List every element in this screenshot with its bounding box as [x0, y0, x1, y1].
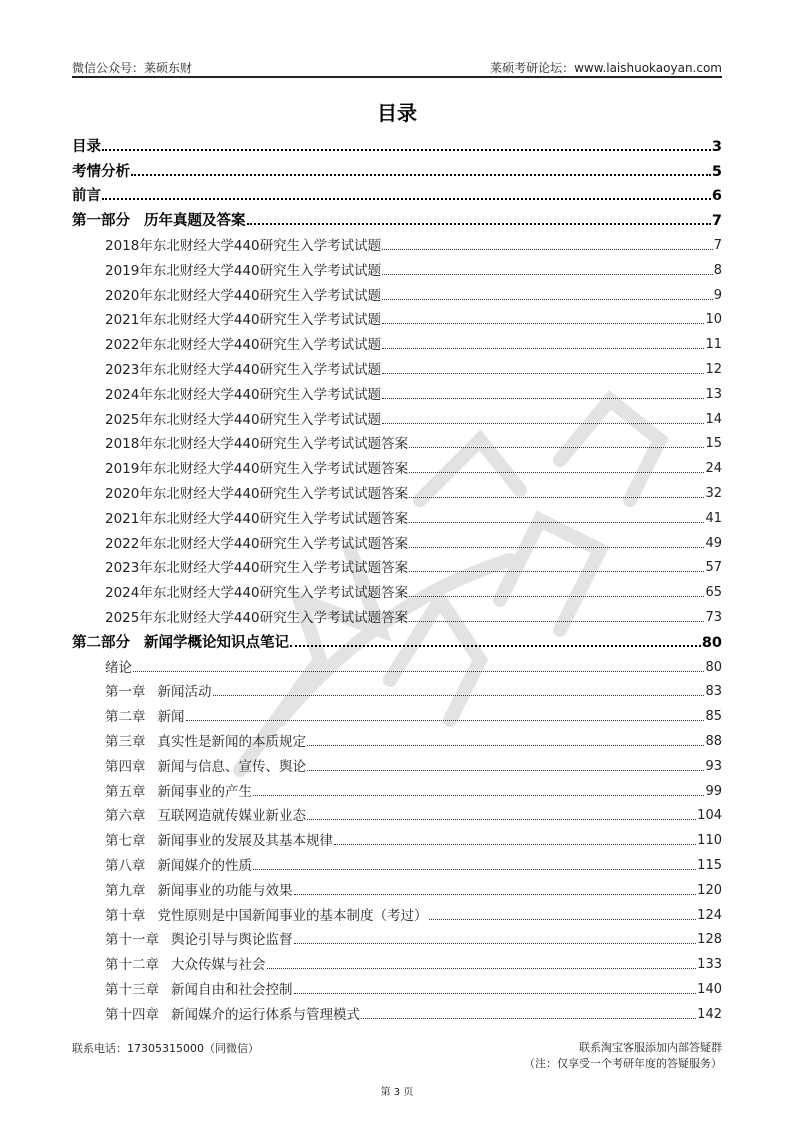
- toc-entry-label: 2023年东北财经大学440研究生入学考试试题: [105, 361, 382, 378]
- toc-entry-page: 83: [705, 684, 722, 700]
- toc-leader-dots: [429, 919, 697, 920]
- toc-entry[interactable]: [72, 899, 722, 924]
- toc-entry[interactable]: [72, 180, 722, 205]
- toc-entry-label: 2021年东北财经大学440研究生入学考试试题: [105, 312, 382, 329]
- toc-leader-dots: [409, 596, 704, 597]
- toc-entry-subtitle: 新闻: [157, 709, 185, 726]
- toc-entry-label: 2023年东北财经大学440研究生入学考试试题答案: [105, 560, 409, 577]
- toc-leader-dots: [133, 671, 704, 672]
- toc-entry-subtitle: 新闻事业的功能与效果: [157, 882, 293, 899]
- toc-entry[interactable]: [72, 502, 722, 527]
- toc-entry[interactable]: [72, 601, 722, 626]
- toc-leader-dots: [131, 174, 711, 176]
- toc-entry-label: 第十二章: [105, 957, 159, 974]
- toc-leader-dots: [382, 249, 713, 250]
- toc-entry-subtitle: 历年真题及答案: [144, 213, 246, 230]
- toc-entry-page: 99: [705, 783, 722, 799]
- toc-entry-page: 80: [701, 634, 722, 651]
- toc-entry-page: 128: [697, 932, 722, 948]
- toc-leader-dots: [186, 720, 705, 721]
- toc-entry[interactable]: [72, 576, 722, 601]
- toc-entry[interactable]: [72, 403, 722, 428]
- toc-leader-dots: [294, 894, 697, 895]
- page-header: [72, 59, 722, 77]
- header-divider: [72, 76, 722, 78]
- toc-entry-page: 41: [705, 510, 722, 526]
- toc-entry-subtitle: 新闻媒介的性质: [157, 857, 252, 874]
- toc-entry-page: 140: [697, 981, 722, 997]
- toc-entry-label: 第十四章: [105, 1006, 159, 1023]
- toc-entry-label: 2018年东北财经大学440研究生入学考试试题答案: [105, 436, 409, 453]
- toc-entry-page: 73: [705, 609, 722, 625]
- toc-entry-page: 11: [705, 337, 722, 353]
- toc-leader-dots: [290, 645, 701, 647]
- toc-entry[interactable]: [72, 279, 722, 304]
- toc-entry-label: 第二部分: [72, 634, 130, 651]
- toc-entry-label: 2020年东北财经大学440研究生入学考试试题: [105, 287, 382, 304]
- toc-entry-page: 88: [705, 733, 722, 749]
- toc-entry[interactable]: [72, 824, 722, 849]
- toc-entry-label: 第十一章: [105, 932, 159, 949]
- toc-entry-subtitle: 新闻学概论知识点笔记: [144, 634, 289, 651]
- toc-entry-label: 第三章: [105, 733, 146, 750]
- toc-leader-dots: [409, 571, 704, 572]
- toc-entry-page: 7: [713, 237, 722, 253]
- toc-entry-subtitle: 新闻与信息、宣传、舆论: [157, 758, 306, 775]
- toc-entry-page: 142: [697, 1006, 722, 1022]
- toc-entry-subtitle: 互联网造就传媒业新业态: [157, 808, 306, 825]
- toc-leader-dots: [247, 223, 711, 225]
- toc-entry[interactable]: [72, 254, 722, 279]
- toc-leader-dots: [382, 348, 704, 349]
- toc-leader-dots: [334, 844, 696, 845]
- toc-entry[interactable]: [72, 651, 722, 676]
- page-number: 第 3 页: [380, 1087, 414, 1098]
- toc-entry-label: 目录: [72, 138, 101, 155]
- toc-entry-page: 7: [711, 213, 722, 230]
- toc-leader-dots: [307, 745, 704, 746]
- toc-entry[interactable]: [72, 849, 722, 874]
- toc-entry[interactable]: [72, 700, 722, 725]
- toc-entry-page: 15: [705, 436, 722, 452]
- toc-entry-page: 12: [705, 361, 722, 377]
- toc-leader-dots: [294, 943, 697, 944]
- toc-entry-page: 120: [697, 882, 722, 898]
- toc-title: 目录: [377, 101, 417, 125]
- toc-entry-subtitle: 党性原则是中国新闻事业的基本制度（考过）: [157, 907, 428, 924]
- toc-entry[interactable]: [72, 775, 722, 800]
- toc-entry-subtitle: 新闻活动: [157, 684, 212, 701]
- toc-entry-label: 第九章: [105, 882, 146, 899]
- toc-entry-subtitle: 新闻事业的产生: [157, 783, 252, 800]
- footer-note-line1: 联系淘宝客服添加内部答疑群: [579, 1041, 722, 1054]
- toc-entry-label: 2024年东北财经大学440研究生入学考试试题答案: [105, 585, 409, 602]
- toc-leader-dots: [307, 770, 704, 771]
- toc-entry-page: 57: [705, 560, 722, 576]
- toc-entry[interactable]: [72, 626, 722, 651]
- toc-leader-dots: [382, 323, 704, 324]
- toc-leader-dots: [382, 373, 704, 374]
- toc-entry-label: 2025年东北财经大学440研究生入学考试试题答案: [105, 609, 409, 626]
- toc-leader-dots: [361, 1018, 696, 1019]
- toc-leader-dots: [409, 547, 704, 548]
- toc-leader-dots: [382, 274, 713, 275]
- toc-entry-label: 第十章: [105, 907, 146, 924]
- toc-entry-page: 10: [705, 312, 722, 328]
- table-of-contents: [72, 130, 722, 1023]
- toc-entry-label: 第七章: [105, 833, 146, 850]
- toc-leader-dots: [307, 819, 696, 820]
- footer-phone: 联系电话：17305315000（同微信）: [72, 1042, 259, 1055]
- toc-entry-label: 第六章: [105, 808, 146, 825]
- toc-entry-page: 24: [705, 461, 722, 477]
- toc-entry-subtitle: 舆论引导与舆论监督: [171, 932, 293, 949]
- toc-leader-dots: [409, 522, 704, 523]
- toc-entry[interactable]: [72, 973, 722, 998]
- header-forum-label: 莱硕考研论坛：www.laishuokaoyan.com: [490, 61, 722, 75]
- toc-entry-label: 第八章: [105, 857, 146, 874]
- toc-entry-label: 2022年东北财经大学440研究生入学考试试题答案: [105, 535, 409, 552]
- toc-leader-dots: [382, 398, 704, 399]
- toc-entry-subtitle: 新闻媒介的运行体系与管理模式: [171, 1006, 360, 1023]
- toc-entry-label: 2025年东北财经大学440研究生入学考试试题: [105, 411, 382, 428]
- toc-entry-page: 110: [697, 833, 722, 849]
- toc-entry-subtitle: 大众传媒与社会: [171, 957, 266, 974]
- toc-leader-dots: [253, 795, 704, 796]
- toc-leader-dots: [213, 695, 705, 696]
- toc-entry-label: 2020年东北财经大学440研究生入学考试试题答案: [105, 485, 409, 502]
- toc-entry-page: 6: [711, 188, 722, 205]
- toc-entry[interactable]: [72, 874, 722, 899]
- toc-entry-page: 80: [705, 659, 722, 675]
- toc-entry-label: 2018年东北财经大学440研究生入学考试试题: [105, 237, 382, 254]
- toc-leader-dots: [409, 472, 704, 473]
- toc-entry[interactable]: [72, 428, 722, 453]
- toc-leader-dots: [382, 423, 704, 424]
- toc-entry[interactable]: [72, 353, 722, 378]
- toc-entry-page: 124: [697, 907, 722, 923]
- toc-leader-dots: [409, 621, 704, 622]
- toc-entry-page: 133: [697, 957, 722, 973]
- toc-leader-dots: [382, 299, 713, 300]
- toc-entry[interactable]: [72, 304, 722, 329]
- toc-entry-subtitle: 新闻自由和社会控制: [171, 981, 293, 998]
- toc-entry-label: 绪论: [105, 659, 132, 676]
- toc-entry[interactable]: [72, 924, 722, 949]
- toc-entry[interactable]: [72, 725, 722, 750]
- footer-note-line2: （注：仅享受一个考研年度的答疑服务）: [524, 1057, 722, 1070]
- footer-note: [524, 1040, 722, 1072]
- toc-entry-label: 2021年东北财经大学440研究生入学考试试题答案: [105, 510, 409, 527]
- toc-entry-label: 第一部分: [72, 213, 130, 230]
- toc-entry-subtitle: 新闻事业的发展及其基本规律: [157, 833, 333, 850]
- toc-entry[interactable]: [72, 998, 722, 1023]
- toc-entry-label: 2019年东北财经大学440研究生入学考试试题: [105, 262, 382, 279]
- toc-leader-dots: [409, 447, 704, 448]
- toc-leader-dots: [409, 497, 704, 498]
- toc-entry-page: 13: [705, 386, 722, 402]
- toc-entry-label: 2022年东北财经大学440研究生入学考试试题: [105, 337, 382, 354]
- toc-entry[interactable]: [72, 130, 722, 155]
- toc-entry[interactable]: [72, 204, 722, 229]
- toc-entry-page: 49: [705, 535, 722, 551]
- toc-leader-dots: [267, 968, 697, 969]
- toc-entry-label: 第十三章: [105, 981, 159, 998]
- toc-entry-page: 8: [713, 262, 722, 278]
- toc-entry[interactable]: [72, 328, 722, 353]
- toc-entry[interactable]: [72, 378, 722, 403]
- toc-entry-page: 5: [711, 163, 722, 180]
- toc-entry-label: 2024年东北财经大学440研究生入学考试试题: [105, 386, 382, 403]
- toc-entry[interactable]: [72, 527, 722, 552]
- toc-entry[interactable]: [72, 948, 722, 973]
- toc-entry-page: 85: [705, 709, 722, 725]
- toc-leader-dots: [102, 149, 711, 151]
- toc-entry-page: 9: [713, 287, 722, 303]
- toc-entry[interactable]: [72, 477, 722, 502]
- toc-entry-label: 2019年东北财经大学440研究生入学考试试题答案: [105, 461, 409, 478]
- header-wechat-label: 微信公众号：莱硕东财: [72, 61, 193, 75]
- toc-entry-label: 前言: [72, 188, 101, 205]
- toc-entry-label: 第四章: [105, 758, 146, 775]
- toc-entry-page: 93: [705, 758, 722, 774]
- toc-entry-label: 第五章: [105, 783, 146, 800]
- toc-entry-label: 第一章: [105, 684, 146, 701]
- toc-entry[interactable]: [72, 452, 722, 477]
- toc-leader-dots: [294, 993, 697, 994]
- toc-entry-page: 104: [697, 808, 722, 824]
- toc-entry[interactable]: [72, 229, 722, 254]
- toc-entry[interactable]: [72, 552, 722, 577]
- toc-entry[interactable]: [72, 676, 722, 701]
- toc-entry[interactable]: [72, 155, 722, 180]
- toc-entry-label: 第二章: [105, 709, 146, 726]
- toc-leader-dots: [253, 869, 696, 870]
- toc-entry[interactable]: [72, 750, 722, 775]
- toc-entry-page: 14: [705, 411, 722, 427]
- toc-entry-page: 115: [697, 857, 722, 873]
- toc-entry-label: 考情分析: [72, 163, 130, 180]
- toc-entry[interactable]: [72, 800, 722, 825]
- toc-entry-page: 3: [711, 138, 722, 155]
- toc-entry-page: 32: [705, 485, 722, 501]
- toc-leader-dots: [102, 198, 711, 200]
- toc-entry-subtitle: 真实性是新闻的本质规定: [157, 733, 306, 750]
- toc-entry-page: 65: [705, 585, 722, 601]
